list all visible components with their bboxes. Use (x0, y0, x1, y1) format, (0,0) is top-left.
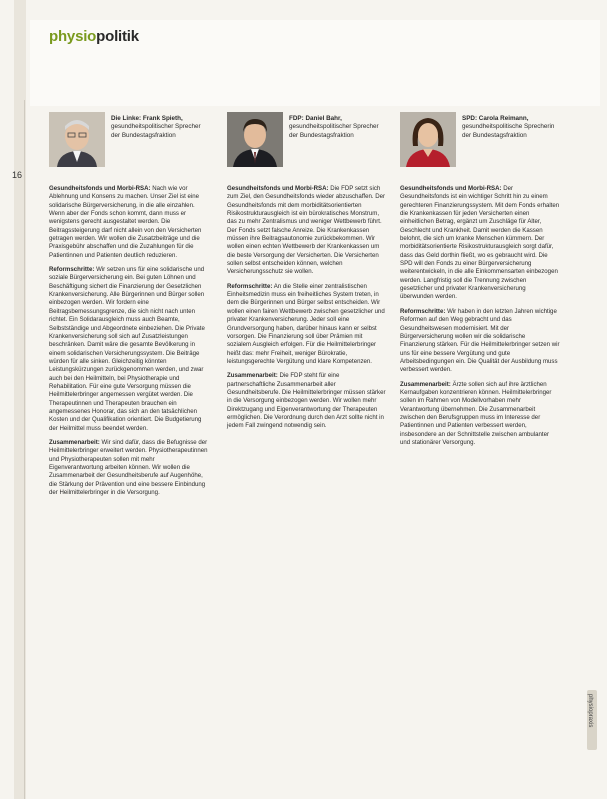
text-block (400, 185, 560, 302)
text-block (49, 266, 209, 433)
text-block (227, 372, 387, 430)
side-tab (587, 690, 597, 750)
person-header (227, 112, 387, 167)
portrait-photo (227, 112, 283, 167)
block-text: Wir haben in den letzten Jahren wichtige Reformen auf den Weg gebracht und das Gesundheitswesen modernisiert. Mit der Bürgerversicherung wollen wir die solidarische Finanzierung stärken. Für die Heilmittelerbringer setzen wir uns für eine bessere Vergütung und gute Arbeitsbedingungen ein. Die Qualität der Ausbildung muss verbessert werden. (400, 307, 560, 374)
section-title-prefix: physio (49, 28, 97, 45)
block-heading: Reformschritte: (400, 307, 446, 315)
person-role: gesundheitspolitischer Sprecher der Bundestagsfraktion (289, 123, 379, 139)
column-spd (400, 112, 560, 453)
block-text: Wir sind dafür, dass die Befugnisse der Heilmittelerbringer erweitert werden. Physiotherapeutinnen und Physiotherapeuten sollen mit mehr Eigenverantwortung arbeiten können. Wir wollen die Zusammenarbeit der Gesundheitsberufe auf Augenhöhe, die Stärkung der Prävention und eine bessere Einbindung der Heilmittelerbringer in die Versorgung. (49, 438, 208, 497)
block-text: An die Stelle einer zentralistischen Einheitsmedizin muss ein freiheitliches System treten, in dem die Bürgerinnen und Bürger selbst entscheiden. Wir wollen einen fairen Wettbewerb zwischen gesetzlicher und privater Krankenversicherung. Jeder soll eine Grundversorgung haben, darüber hinaus kann er selbst vorsorgen. Die Finanzierung soll über Prämien mit sozialem Ausgleich erfolgen. Für die Heilmittelerbringer heißt das: mehr Freiheit, weniger Bürokratie, leistungsgerechte Vergütung und klare Kompetenzen. (227, 282, 385, 365)
person-info (111, 112, 209, 140)
text-block (49, 439, 209, 497)
block-heading: Gesundheitsfonds und Morbi-RSA: (227, 185, 329, 192)
person-info (289, 112, 387, 140)
text-block (227, 185, 387, 277)
block-heading: Zusammenarbeit: (400, 380, 451, 388)
person-name: Die Linke: Frank Spieth, (111, 115, 183, 122)
person-name: FDP: Daniel Bahr, (289, 115, 342, 122)
block-heading: Zusammenarbeit: (227, 372, 278, 380)
person-role: gesundheitspolitischer Sprecher der Bundestagsfraktion (111, 123, 201, 139)
person-name: SPD: Carola Reimann, (462, 115, 529, 122)
text-block (400, 308, 560, 375)
side-tab-label: physiopraxis (587, 694, 593, 728)
person-header (400, 112, 560, 167)
block-text: Ärzte sollen sich auf ihre ärztlichen Kernaufgaben konzentrieren können. Heilmittelerbringer sollen im Rahmen von Modellvorhaben mehr Verantwortung übernehmen. Die Zusammenarbeit zwischen den Berufsgruppen muss im Interesse der Patientinnen und Patienten verbessert werden, insbesondere an der Schnittstelle zwischen ambulanter und stationärer Versorgung. (400, 380, 552, 446)
text-block (227, 283, 387, 366)
block-text: Wir setzen uns für eine solidarische und soziale Bürgerversicherung ein. Bei guten Löhnen und Beschäftigung sichert die Finanzierung der Gesetzlichen Krankenversicherung. Alle Bürgerinnen und Bürger sollen einbezogen werden. Wir fordern eine Beitragsbemessungsgrenze, die sich nicht nach unten richtet. Ein Solidarausgleich muss auch Beamte, Selbstständige und Abgeordnete einbeziehen. Die Private Krankenversicherung soll sich auf Zusatzleistungen beschränken. Damit wäre die gesamte Bevölkerung in einem solidarischen Versicherungssystem. Die Beiträge würden für alle sinken. Gleichzeitig könnten Leistungskürzungen zurückgenommen werden, und zwar auch bei den Heilmitteln, bei Physiotherapie und Rehabilitation. Für eine gute Versorgung müssen die Heilmittelerbringer angemessen vergütet werden. Die Therapeutinnen und Therapeuten brauchen ein angemessenes Honorar, das sich an den tatsächlichen Kosten und der Qualifikation orientiert. Die Budgetierung der Heilmittel muss beendet werden. (49, 266, 205, 432)
block-text: Der Gesundheitsfonds ist ein wichtiger Schritt hin zu einem gerechteren Finanzierungssystem. Mit dem Fonds erhalten die Krankenkassen für jeden Versicherten einen einheitlichen Betrag, ergänzt um Zuschläge für Alter, Geschlecht und Krankheit. Damit werden die Kassen belohnt, die sich um kranke Menschen kümmern. Der morbiditätsorientierte Risikostrukturausgleich sorgt dafür, dass das Geld dorthin fließt, wo es gebraucht wird. Die SPD will den Fonds zu einer Bürgerversicherung weiterentwickeln, in die alle Einkommensarten einbezogen werden. Langfristig soll die Trennung zwischen gesetzlicher und privater Krankenversicherung überwunden werden. (400, 185, 560, 301)
person-info (462, 112, 560, 140)
page-number: 16 (12, 170, 23, 180)
block-heading: Reformschritte: (49, 266, 95, 274)
block-text: Nach wie vor Ablehnung und Konsens zu machen. Unser Ziel ist eine solidarische Bürgerversicherung, in die alle einzahlen. Wenn aber der Fonds schon kommt, dann muss er wenigstens gerecht ausgestaltet werden. Die Beitragssteigerung darf nicht allein von den Versicherten getragen werden. Wir wollen die Zusatzbeiträge und die Praxisgebühr abschaffen und die Zuzahlungen für die Patientinnen und Patienten deutlich reduzieren. (49, 185, 202, 259)
person-role: gesundheitspolitische Sprecherin der Bundestagsfraktion (462, 123, 555, 139)
column-fdp (227, 112, 387, 437)
block-heading: Gesundheitsfonds und Morbi-RSA: (49, 185, 151, 192)
portrait-photo (400, 112, 456, 167)
section-title (49, 28, 139, 45)
margin-bar (14, 0, 26, 799)
text-block (400, 381, 560, 448)
block-heading: Gesundheitsfonds und Morbi-RSA: (400, 185, 502, 192)
block-heading: Reformschritte: (227, 282, 273, 290)
portrait-photo (49, 112, 105, 167)
text-block (49, 185, 209, 260)
section-title-suffix: politik (96, 28, 139, 45)
block-text: Die FDP setzt sich zum Ziel, den Gesundheitsfonds wieder abzuschaffen. Der Gesundheitsfonds mit dem morbiditätsorientierten Risikostrukturausgleich ist ein bürokratisches Monstrum, das zu mehr Zentralismus und weniger Wettbewerb führt. Der Fonds setzt falsche Anreize. Die Krankenkassen müssen ihre Beitragsautonomie zurückbekommen. Wir wollen einen echten Wettbewerb der Krankenkassen um die beste Versorgung der Versicherten. Die Versicherten sollen selbst entscheiden können, welchen Versicherungsschutz sie wollen. (227, 185, 386, 276)
block-text: Die FDP steht für eine partnerschaftliche Zusammenarbeit aller Gesundheitsberufe. Die Heilmittelerbringer müssen stärker in die Versorgung einbezogen werden. Wir wollen mehr Direktzugang und Eigenverantwortung der Therapeuten ermöglichen. Die Verordnung durch den Arzt sollte nicht in jedem Fall zwingend notwendig sein. (227, 372, 386, 430)
margin-rule (24, 100, 25, 799)
person-header (49, 112, 209, 167)
block-heading: Zusammenarbeit: (49, 438, 100, 446)
column-linke (49, 112, 209, 503)
